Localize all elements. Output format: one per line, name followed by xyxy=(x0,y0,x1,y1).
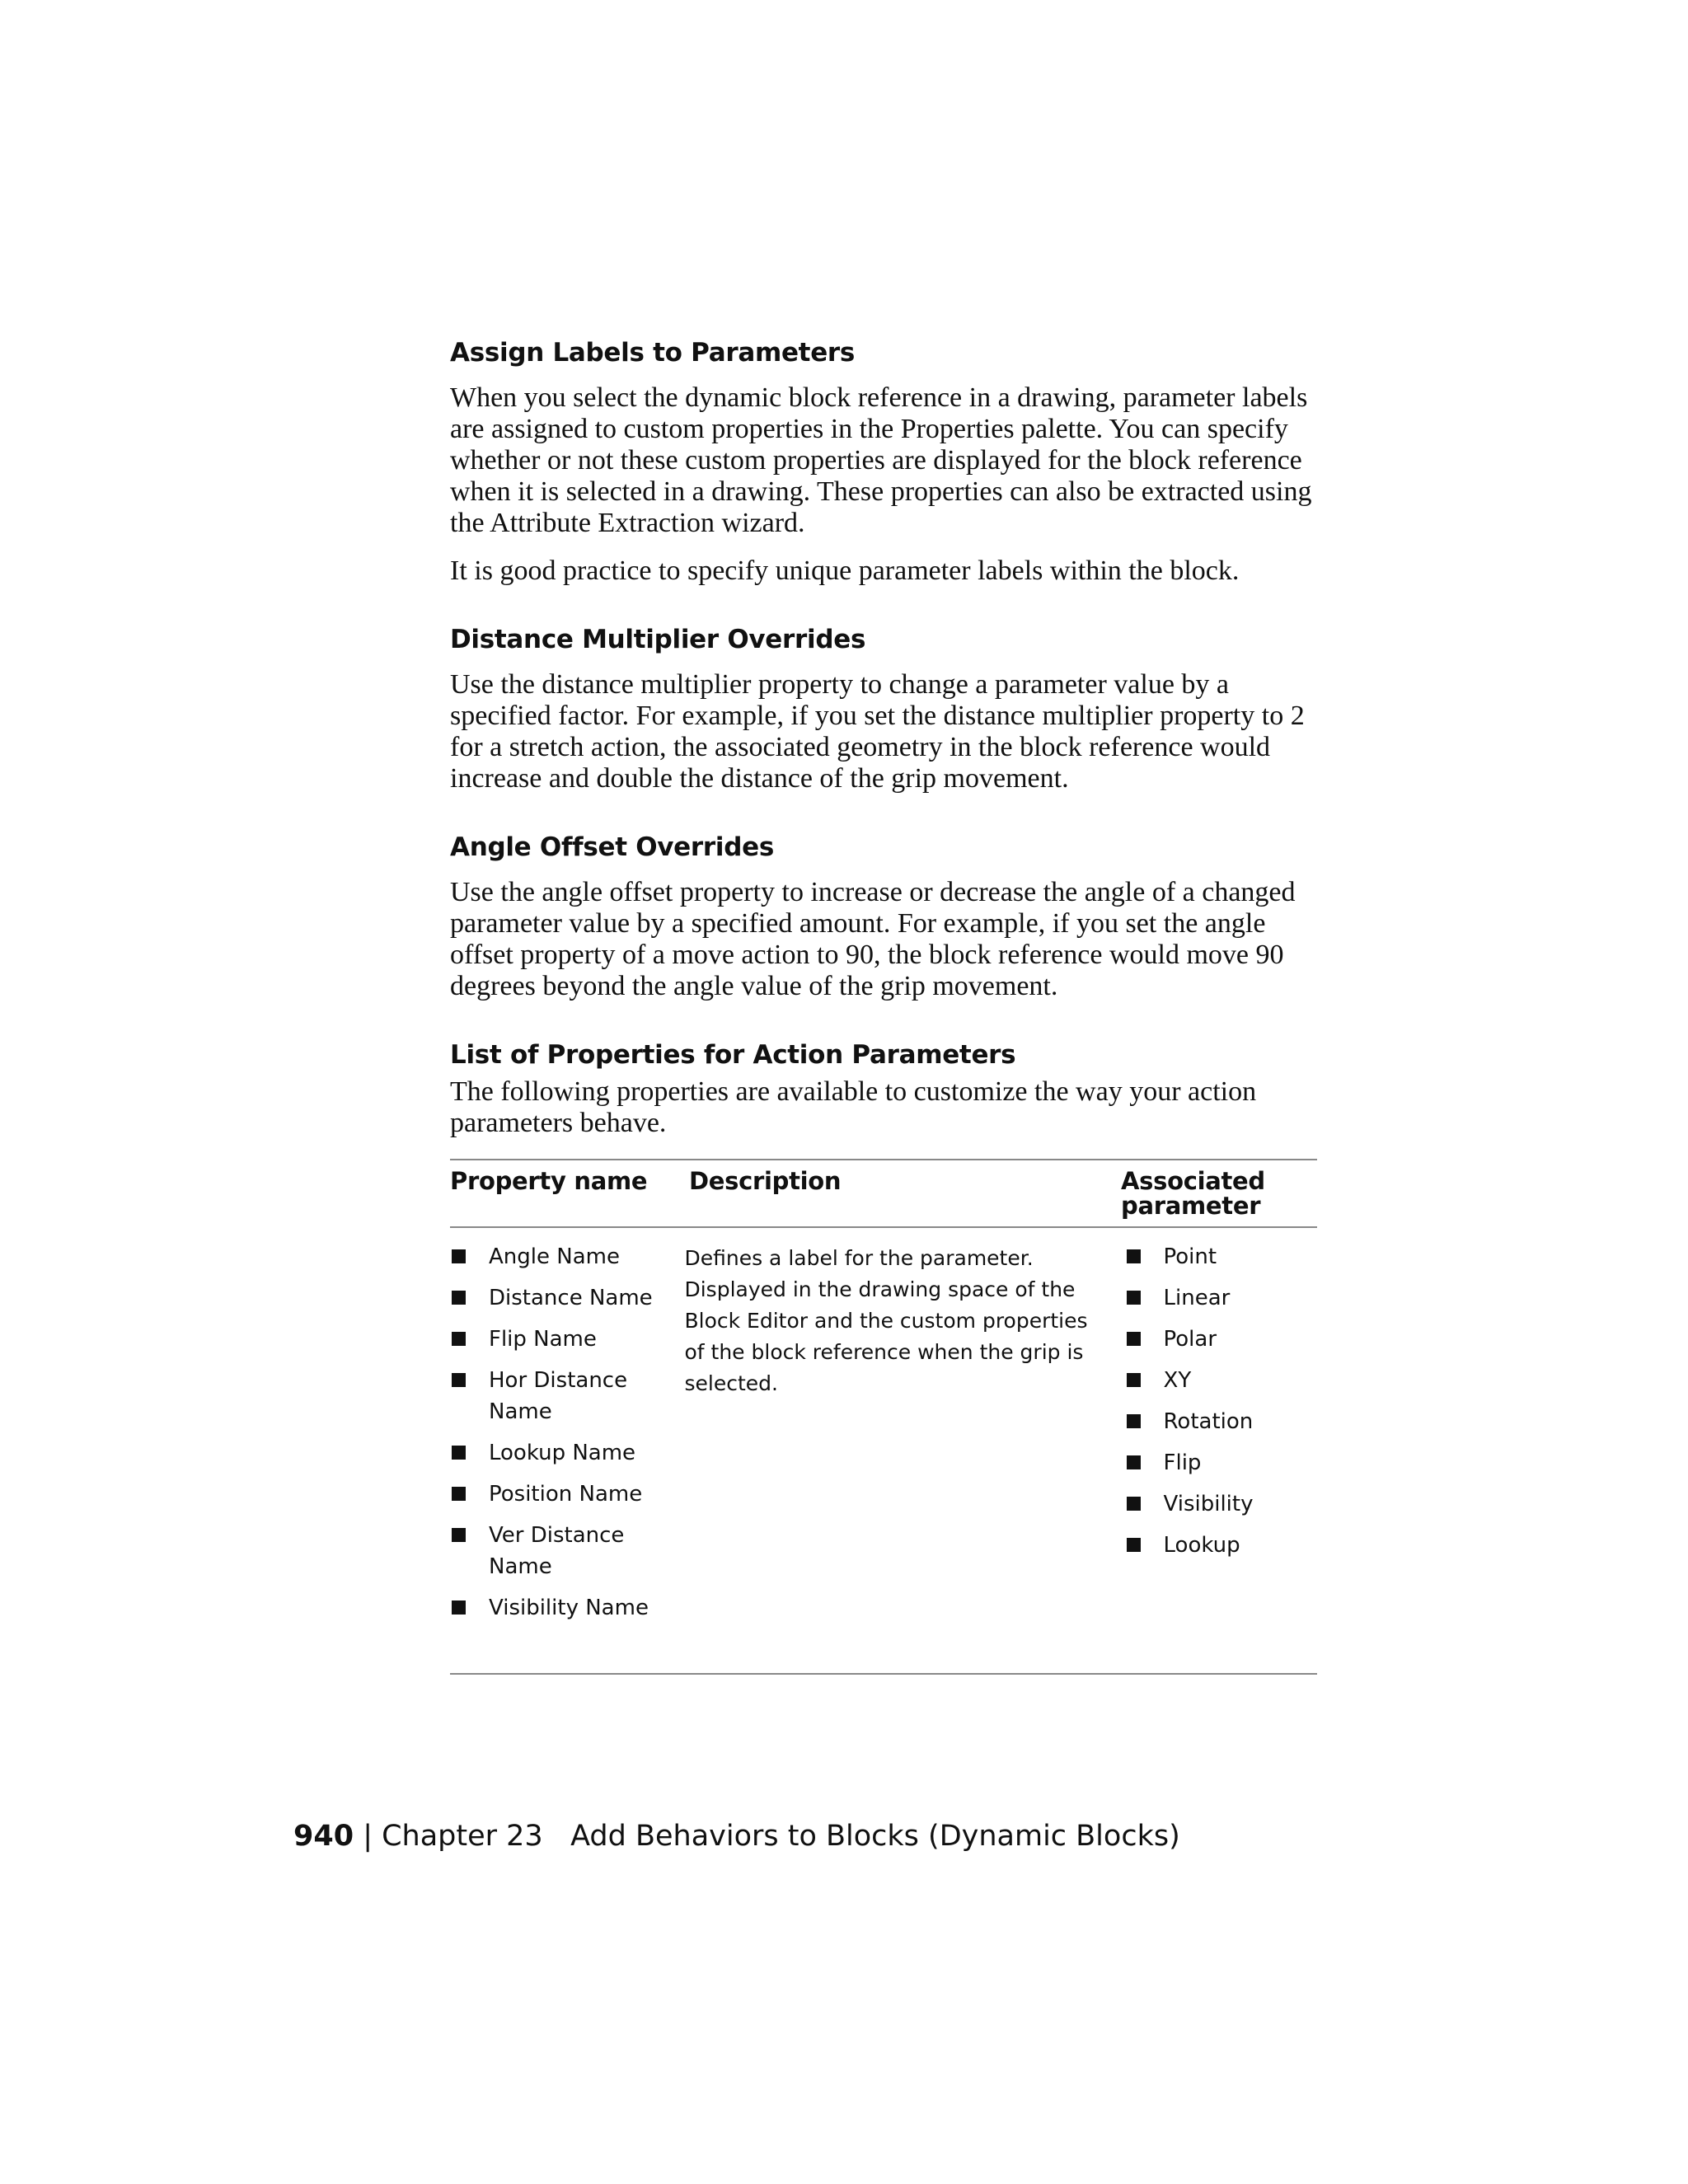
list-item xyxy=(1125,1324,1317,1355)
section-distance-multiplier xyxy=(450,623,1320,794)
list-item xyxy=(1125,1406,1317,1437)
square-bullet-icon xyxy=(452,1373,466,1387)
paragraph: It is good practice to specify unique parameter labels within the block. xyxy=(450,555,1240,586)
square-bullet-icon xyxy=(452,1291,466,1305)
header-associated-parameter: Associated parameter xyxy=(1121,1167,1265,1220)
square-bullet-icon xyxy=(452,1487,466,1501)
square-bullet-icon xyxy=(452,1601,466,1615)
description-cell: Defines a label for the parameter. Displayed in the drawing space of the Block Editor and the custom properties of the block reference when the grip is selected. xyxy=(684,1246,1088,1395)
list-item xyxy=(1125,1447,1317,1479)
property-name: Flip Name xyxy=(489,1327,597,1352)
parameter-name: Linear xyxy=(1163,1286,1231,1310)
list-item xyxy=(1125,1530,1317,1561)
parameter-name: XY xyxy=(1163,1368,1192,1393)
footer-separator: | xyxy=(354,1820,382,1853)
list-item xyxy=(1125,1241,1317,1272)
square-bullet-icon xyxy=(1127,1455,1141,1469)
parameter-name: Visibility xyxy=(1163,1492,1254,1516)
list-item xyxy=(450,1592,684,1624)
section-assign-labels xyxy=(450,336,1320,587)
parameter-name: Polar xyxy=(1163,1327,1217,1352)
property-name: Position Name xyxy=(489,1482,643,1507)
property-name-list xyxy=(450,1241,684,1624)
chapter-title: Add Behaviors to Blocks (Dynamic Blocks) xyxy=(570,1820,1180,1853)
section-angle-offset xyxy=(450,831,1320,1002)
property-name-cell xyxy=(450,1241,684,1633)
parameter-name: Lookup xyxy=(1163,1533,1240,1558)
list-item xyxy=(450,1324,684,1355)
square-bullet-icon xyxy=(1127,1332,1141,1346)
property-name: Lookup Name xyxy=(489,1441,636,1465)
property-name: Angle Name xyxy=(489,1244,620,1269)
table-header-row xyxy=(450,1160,1317,1228)
parameter-name: Flip xyxy=(1163,1451,1202,1475)
square-bullet-icon xyxy=(1127,1538,1141,1552)
paragraph: The following properties are available to customize the way your action parameters behave. xyxy=(450,1076,1257,1138)
parameter-name: Point xyxy=(1163,1244,1217,1269)
square-bullet-icon xyxy=(452,1528,466,1542)
list-item xyxy=(1125,1282,1317,1314)
properties-table xyxy=(450,1159,1317,1675)
section-heading: Distance Multiplier Overrides xyxy=(450,625,866,654)
square-bullet-icon xyxy=(1127,1414,1141,1428)
list-item xyxy=(450,1241,684,1272)
square-bullet-icon xyxy=(1127,1291,1141,1305)
property-name: Ver Distance Name xyxy=(489,1523,625,1579)
associated-parameter-list xyxy=(1125,1241,1317,1561)
page-number: 940 xyxy=(293,1820,354,1853)
list-item xyxy=(450,1520,684,1582)
table-row xyxy=(450,1228,1317,1673)
chapter-label: Chapter 23 xyxy=(382,1820,543,1853)
section-heading: List of Properties for Action Parameters xyxy=(450,1040,1016,1070)
section-heading: Angle Offset Overrides xyxy=(450,832,774,862)
parameter-name: Rotation xyxy=(1163,1409,1254,1434)
square-bullet-icon xyxy=(1127,1497,1141,1511)
section-list-of-properties xyxy=(450,1038,1320,1139)
associated-parameter-cell xyxy=(1125,1241,1317,1633)
property-name: Distance Name xyxy=(489,1286,653,1310)
page-content xyxy=(450,336,1320,1675)
square-bullet-icon xyxy=(1127,1373,1141,1387)
header-description: Description xyxy=(689,1167,842,1195)
list-item xyxy=(1125,1488,1317,1520)
square-bullet-icon xyxy=(452,1249,466,1263)
list-item xyxy=(450,1365,684,1427)
square-bullet-icon xyxy=(1127,1249,1141,1263)
paragraph: Use the distance multiplier property to change a parameter value by a specified factor. For example, if you set the distance multiplier property to 2 for a stretch action, the associated geometry in the block reference would increase and double the distance of the grip movement. xyxy=(450,669,1305,794)
page-footer xyxy=(293,1818,1180,1854)
list-item xyxy=(1125,1365,1317,1396)
list-item xyxy=(450,1437,684,1469)
property-name: Visibility Name xyxy=(489,1596,649,1620)
list-item xyxy=(450,1479,684,1510)
list-item xyxy=(450,1282,684,1314)
square-bullet-icon xyxy=(452,1446,466,1460)
header-property-name: Property name xyxy=(450,1167,648,1195)
paragraph: Use the angle offset property to increase or decrease the angle of a changed parameter value by a specified amount. For example, if you set the angle offset property of a move action to 90, the block reference would move 90 degrees beyond the angle value of the grip movement. xyxy=(450,877,1296,1001)
property-name: Hor Distance Name xyxy=(489,1368,628,1424)
square-bullet-icon xyxy=(452,1332,466,1346)
paragraph: When you select the dynamic block reference in a drawing, parameter labels are assigned to custom properties in the Properties palette. You can specify whether or not these custom properties are displayed for the block reference when it is selected in a drawing. These properties can also be extracted using the Attribute Extraction wizard. xyxy=(450,382,1312,538)
section-heading: Assign Labels to Parameters xyxy=(450,338,856,368)
